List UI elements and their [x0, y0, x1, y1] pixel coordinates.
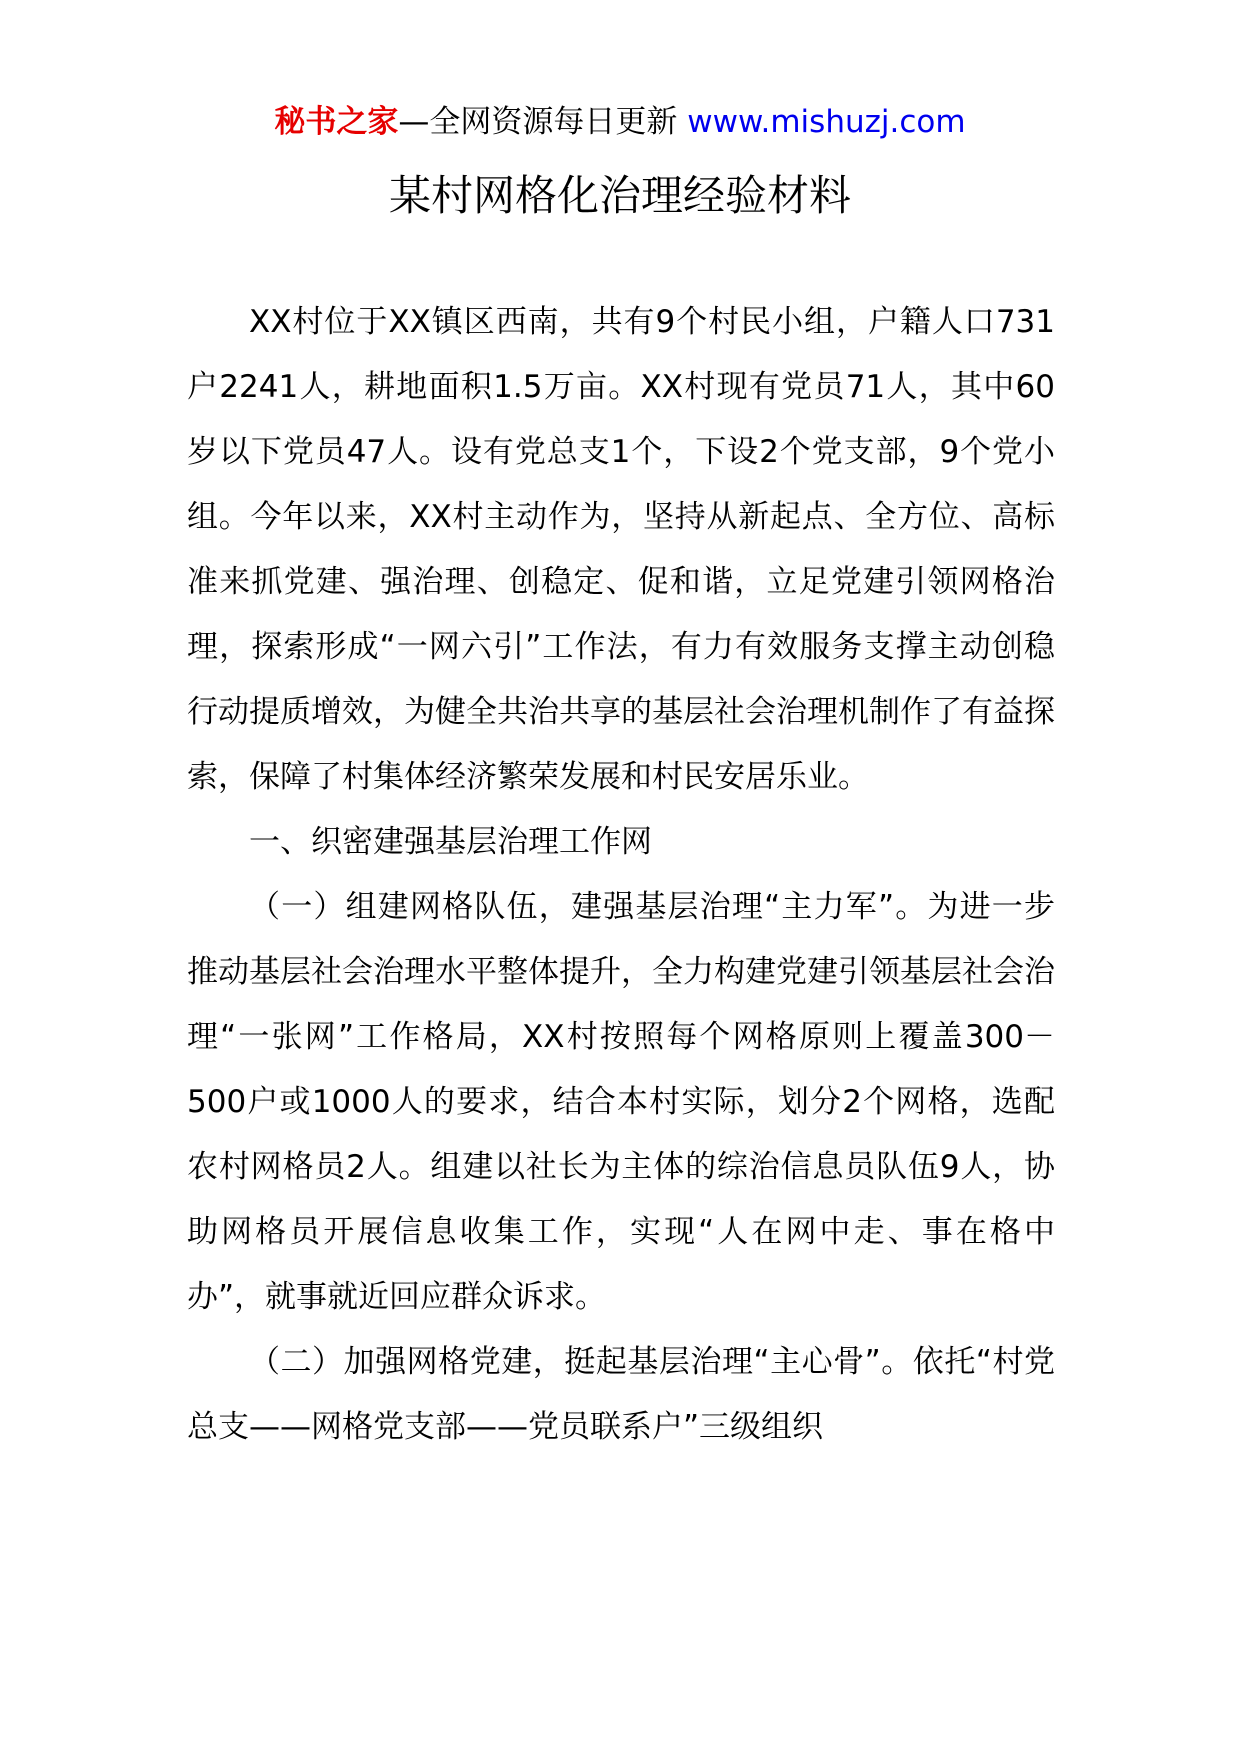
site-brand: 秘书之家	[274, 104, 399, 140]
document-title: 某村网格化治理经验材料	[388, 171, 851, 220]
subsection-paragraph-2: （二）加强网格党建，挺起基层治理“主心骨”。依托“村党总支——网格党支部——党员联系户”三级组织	[187, 1344, 1055, 1445]
document-body	[187, 290, 1055, 1460]
intro-paragraph: XX村位于XX镇区西南，共有9个村民小组，户籍人口731户2241人，耕地面积1.5万亩。XX村现有党员71人，其中60岁以下党员47人。设有党总支1个，下设2个党支部，9个党小组。今年以来，XX村主动作为，坚持从新起点、全方位、高标准来抓党建、强治理、创稳定、促和谐，立足党建引领网格治理，探索形成“一网六引”工作法，有力有效服务支撑主动创稳行动提质增效，为健全共治共享的基层社会治理机制作了有益探索，保障了村集体经济繁荣发展和村民安居乐业。	[187, 304, 1055, 795]
site-url-link[interactable]: www.mishuzj.com	[687, 104, 966, 140]
site-tagline: —全网资源每日更新	[398, 104, 678, 140]
subsection-paragraph-1: （一）组建网格队伍，建强基层治理“主力军”。为进一步推动基层社会治理水平整体提升，全力构建党建引领基层社会治理“一张网”工作格局，XX村按照每个网格原则上覆盖300－500户或1000人的要求，结合本村实际，划分2个网格，选配农村网格员2人。组建以社长为主体的综治信息员队伍9人，协助网格员开展信息收集工作，实现“人在网中走、事在格中办”，就事就近回应群众诉求。	[187, 889, 1055, 1315]
site-header	[0, 102, 1240, 142]
section-heading: 一、织密建强基层治理工作网	[249, 824, 652, 860]
